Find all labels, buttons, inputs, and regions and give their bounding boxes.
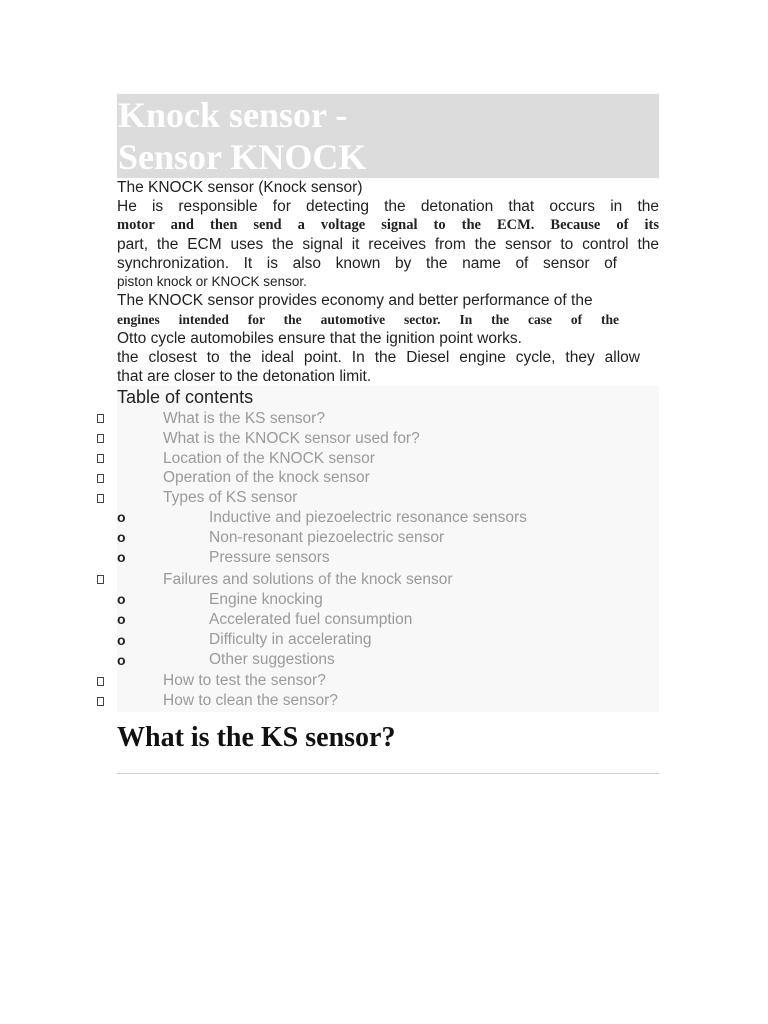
paragraph-line: part, the ECM uses the signal it receives from the sensor to control the	[117, 236, 659, 253]
circle-bullet-icon: o	[117, 509, 126, 525]
divider	[117, 773, 659, 774]
toc-link[interactable]: Types of KS sensor	[163, 489, 298, 506]
circle-bullet-icon: o	[117, 652, 126, 668]
square-bullet-icon	[97, 454, 104, 463]
paragraph-line: the closest to the ideal point. In the Diesel engine cycle, they allow	[117, 349, 640, 366]
square-bullet-icon	[97, 474, 104, 483]
toc-sublink[interactable]: Engine knocking	[209, 591, 323, 608]
toc-link[interactable]: Location of the KNOCK sensor	[163, 450, 375, 467]
section-heading: What is the KS sensor?	[117, 722, 396, 753]
page-title-line-2: Sensor KNOCK	[118, 137, 367, 177]
paragraph-line: motor and then send a voltage signal to the ECM. Because of its	[117, 217, 659, 233]
paragraph-line: He is responsible for detecting the detonation that occurs in the	[117, 198, 659, 215]
toc-sublink[interactable]: Other suggestions	[209, 651, 335, 668]
document-body	[117, 94, 659, 386]
toc-sublink[interactable]: Non-resonant piezoelectric sensor	[209, 529, 445, 546]
paragraph-line: engines intended for the automotive sector. In the case of the	[117, 312, 619, 327]
title-banner	[117, 94, 659, 178]
page-title-line-1: Knock sensor -	[118, 95, 348, 135]
square-bullet-icon	[97, 575, 104, 584]
paragraph-line: The KNOCK sensor provides economy and better performance of the	[117, 292, 593, 309]
circle-bullet-icon: o	[117, 549, 126, 565]
toc-sublink[interactable]: Pressure sensors	[209, 549, 330, 566]
toc-link[interactable]: Failures and solutions of the knock sensor	[163, 571, 453, 588]
square-bullet-icon	[97, 494, 104, 503]
paragraph-line: that are closer to the detonation limit.	[117, 368, 372, 385]
toc-link[interactable]: What is the KNOCK sensor used for?	[163, 430, 420, 447]
circle-bullet-icon: o	[117, 632, 126, 648]
toc-sublink[interactable]: Inductive and piezoelectric resonance sensors	[209, 509, 527, 526]
paragraph-line: Otto cycle automobiles ensure that the ignition point works.	[117, 330, 522, 347]
toc-sublink[interactable]: Difficulty in accelerating	[209, 631, 372, 648]
toc-link[interactable]: How to clean the sensor?	[163, 692, 338, 709]
toc-link[interactable]: Operation of the knock sensor	[163, 469, 370, 486]
paragraph-line: synchronization. It is also known by the name of sensor of	[117, 255, 617, 272]
toc-link[interactable]: How to test the sensor?	[163, 672, 326, 689]
circle-bullet-icon: o	[117, 591, 126, 607]
toc-heading: Table of contents	[117, 387, 254, 407]
toc-sublink[interactable]: Accelerated fuel consumption	[209, 611, 413, 628]
square-bullet-icon	[97, 434, 104, 443]
toc-link[interactable]: What is the KS sensor?	[163, 410, 325, 427]
square-bullet-icon	[97, 677, 104, 686]
square-bullet-icon	[97, 697, 104, 706]
circle-bullet-icon: o	[117, 611, 126, 627]
circle-bullet-icon: o	[117, 529, 126, 545]
paragraph-line: The KNOCK sensor (Knock sensor)	[117, 179, 363, 196]
paragraph-line: piston knock or KNOCK sensor.	[117, 274, 307, 289]
square-bullet-icon	[97, 414, 104, 423]
